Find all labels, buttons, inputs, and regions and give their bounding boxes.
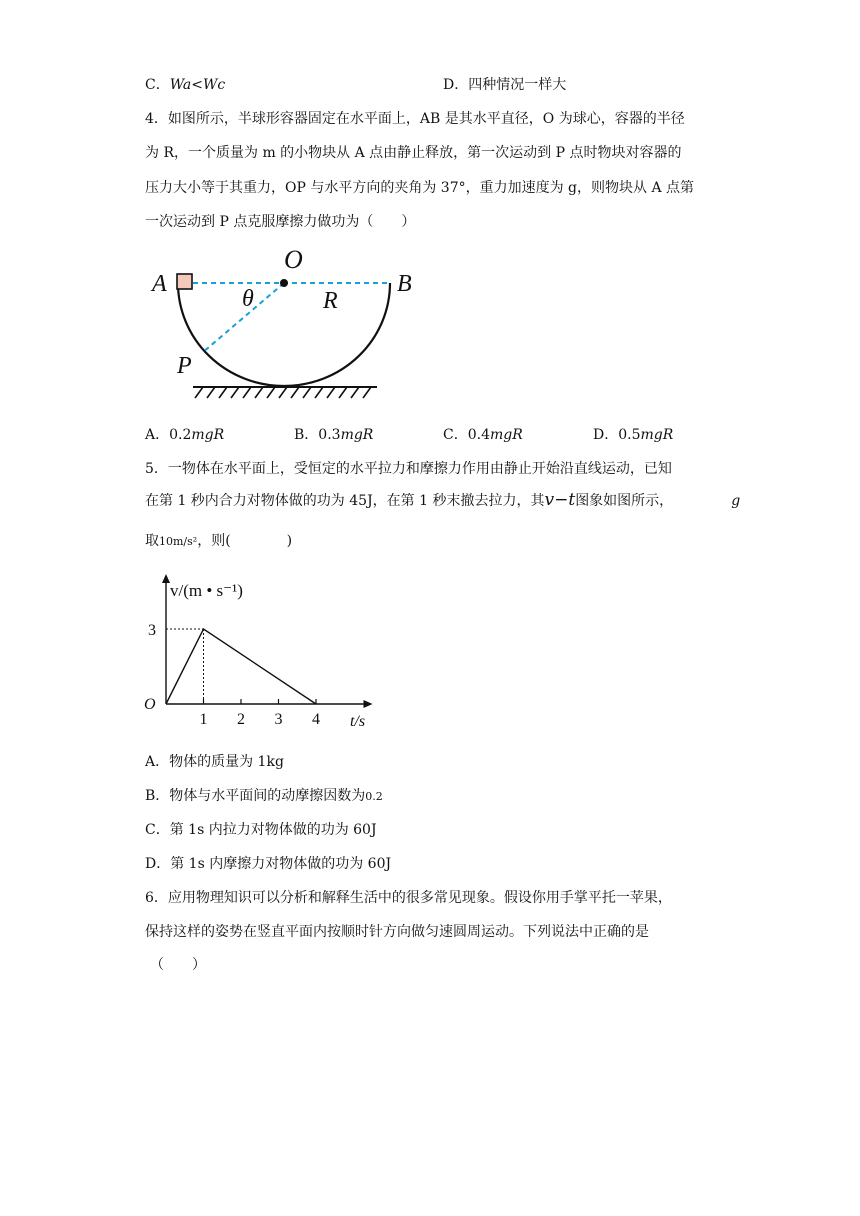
q4-line-4: 一次运动到 P 点克服摩擦力做功为（ ） xyxy=(145,214,416,230)
label-r: R xyxy=(323,288,338,314)
q6-line-3: （ ） xyxy=(150,957,206,973)
hemisphere-figure xyxy=(145,240,435,410)
q5-text-1: 一物体在水平面上，受恒定的水平拉力和摩擦力作用由静止开始沿直线运动，已知 xyxy=(167,461,672,477)
q3-option-d: D．四种情况一样大 xyxy=(443,77,567,93)
q3-option-c-label: C． xyxy=(145,77,170,93)
q6-number: 6． xyxy=(145,890,168,906)
vt-series-line xyxy=(166,629,316,704)
q5-option-b: B．物体与水平面间的动摩擦因数为0.2 xyxy=(145,788,383,804)
label-theta: θ xyxy=(242,286,254,312)
label-b: B xyxy=(397,271,412,297)
x-tick-label-4: 4 xyxy=(312,711,320,728)
q6-text-1: 应用物理知识可以分析和解释生活中的很多常见现象。假设你用手掌平托一苹果， xyxy=(167,890,672,906)
x-tick-label-3: 3 xyxy=(274,711,283,728)
q3-option-c xyxy=(145,74,225,94)
q5-option-d: D．第 1s 内摩擦力对物体做的功为 60J xyxy=(145,856,392,872)
q5-option-a: A．物体的质量为 1kg xyxy=(145,754,284,770)
q5-vt-symbol: v−t xyxy=(544,490,576,510)
hemisphere-bowl xyxy=(178,283,390,386)
q4-line-3: 压力大小等于其重力，OP 与水平方向的夹角为 37°，重力加速度为 g，则物块从 A 点第 xyxy=(145,180,695,196)
q6-line-1 xyxy=(145,887,672,907)
label-a: A xyxy=(152,271,167,297)
x-axis-arrow xyxy=(364,700,373,708)
q3-option-c-text: Wa<Wc xyxy=(169,77,226,93)
center-o-dot xyxy=(280,279,288,287)
q4-line-2: 为 R，一个质量为 m 的小物块从 A 点由静止释放，第一次运动到 P 点时物块对容器的 xyxy=(145,145,682,161)
block-at-a xyxy=(177,274,192,289)
q4-text-1: 如图所示，半球形容器固定在水平面上，AB 是其水平直径，O 为球心，容器的半径 xyxy=(167,111,685,127)
label-p: P xyxy=(177,353,192,379)
q4-line-1 xyxy=(145,108,685,128)
x-axis-label: t/s xyxy=(350,713,366,730)
q4-option-a: A．0.2mgR xyxy=(145,427,225,443)
label-o: O xyxy=(284,245,303,274)
origin-label: O xyxy=(144,696,156,713)
ground-hatch xyxy=(195,387,371,398)
y-axis-label: v/(m • s⁻¹) xyxy=(170,581,243,600)
q5-option-b-value: 0.2 xyxy=(365,790,383,803)
y-tick-label-3: 3 xyxy=(148,622,156,639)
q5-option-c: C．第 1s 内拉力对物体做的功为 60J xyxy=(145,822,377,838)
q5-g-value: 10m/s² xyxy=(159,535,198,548)
x-tick-label-1: 1 xyxy=(199,711,208,728)
q4-number: 4． xyxy=(145,111,168,127)
q4-option-d: D．0.5mgR xyxy=(593,427,674,443)
vt-chart xyxy=(140,572,385,732)
y-axis-arrow xyxy=(162,574,170,583)
x-tick-label-2: 2 xyxy=(237,711,245,728)
q6-line-2: 保持这样的姿势在竖直平面内按顺时针方向做匀速圆周运动。下列说法中正确的是 xyxy=(145,924,649,940)
q5-line-3: 取10m/s²，则( ) xyxy=(145,533,293,549)
q4-option-c: C．0.4mgR xyxy=(443,427,523,443)
q4-option-b: B．0.3mgR xyxy=(294,427,374,443)
q5-line-2: 在第 1 秒内合力对物体做的功为 45J，在第 1 秒末撤去拉力，其v−t图象如图所示， g xyxy=(145,490,741,510)
q5-number: 5． xyxy=(145,461,168,477)
q5-line-1 xyxy=(145,458,672,478)
